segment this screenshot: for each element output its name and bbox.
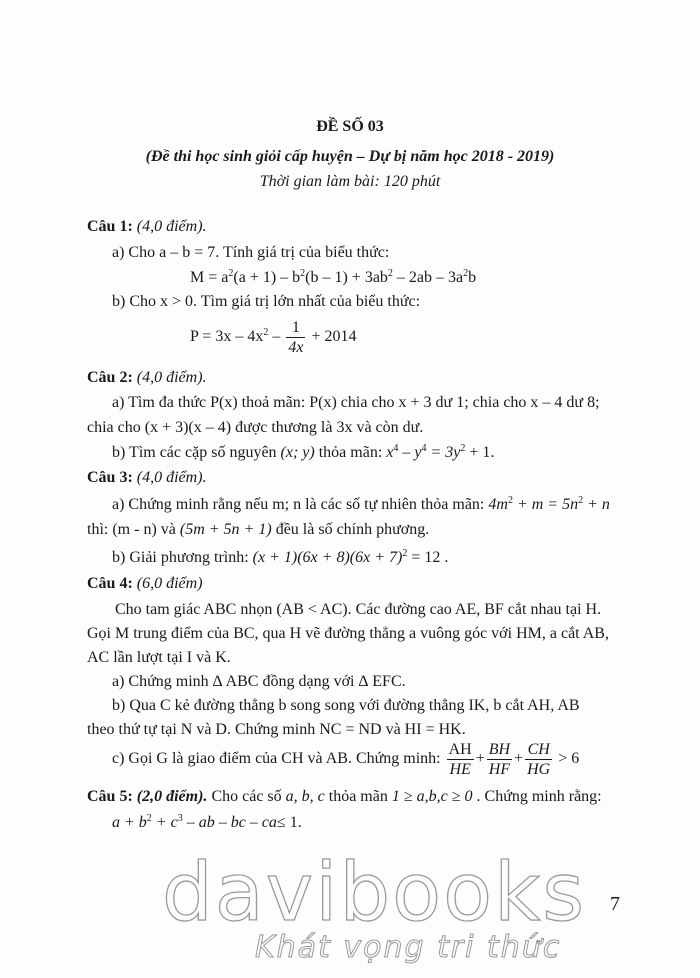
question-5-label: Câu 5: bbox=[87, 788, 133, 805]
exam-duration: Thời gian làm bài: 120 phút bbox=[259, 173, 441, 190]
page-number: 7 bbox=[610, 893, 620, 915]
question-4b-line-1: b) Qua C kẻ đường thẳng b song song với đường thẳng IK, b cắt AH, AB bbox=[112, 697, 580, 714]
question-1a-expression: $M = a^2(a + 1) - b^2(b - 1) + 3ab^2 - 2ab - 3a^2b$ bbox=[190, 268, 477, 286]
question-2b: b) Tìm các cặp số nguyên (x; y) thỏa mãn: $x^4 - y^4 = 3y^2 + 1$. bbox=[112, 443, 495, 461]
question-4a: a) Chứng minh ∆ ABC đồng dạng với ∆ EFC. bbox=[112, 673, 406, 690]
question-4-intro-line-1: Cho tam giác ABC nhọn (AB < AC). Các đường cao AE, BF cắt nhau tại H. bbox=[115, 601, 602, 618]
question-2a-line-2: chia cho (x + 3)(x – 4) được thương là 3x và còn dư. bbox=[87, 419, 424, 436]
question-5-inequality: $a + b^2 + c^3$ – ab – bc – ca≤ 1. bbox=[112, 813, 302, 831]
question-4c: c) Gọi G là giao điểm của CH và AB. Chứng minh: $\frac{AH}{HE}$ + $\frac{BH}{HF}$ + $\frac{CH}{HG}$ > 6 bbox=[112, 741, 580, 778]
exam-title: ĐỀ SỐ 03 bbox=[316, 118, 384, 135]
question-5-heading: Câu 5: (2,0 điểm). Cho các số a, b, c thỏa mãn 1 ≥ a,b,c ≥ 0 . Chứng minh rằng: bbox=[87, 788, 602, 805]
exam-subtitle: (Đề thi học sinh giỏi cấp huyện – Dự bị năm học 2018 - 2019) bbox=[145, 148, 555, 165]
question-1b-expression: $P = 3x - 4x^2$ – $\frac{1}{4x}$ + 2014 bbox=[190, 319, 357, 356]
question-3a-line-1: a) Chứng minh rằng nếu m; n là các số tự nhiên thỏa mãn: $4m^2 + m = 5n^2 + n$ bbox=[112, 495, 610, 513]
question-4-points: (6,0 điểm) bbox=[136, 575, 203, 592]
question-1-heading bbox=[87, 218, 207, 236]
watermark-brand: davibooks bbox=[162, 846, 587, 939]
question-4-intro-line-2: Gọi M trung điểm của BC, qua H vẽ đường thẳng a vuông góc với HM, a cắt AB, bbox=[87, 625, 609, 642]
question-2-heading bbox=[87, 369, 207, 387]
question-4-intro-line-3: AC lần lượt tại I và K. bbox=[87, 649, 231, 666]
question-1b: b) Cho x > 0. Tìm giá trị lớn nhất của biểu thức: bbox=[112, 293, 421, 310]
question-3a-line-2: thì: (m - n) và (5m + 5n + 1) đều là số chính phương. bbox=[87, 521, 430, 538]
question-2-points: (4,0 điểm). bbox=[136, 369, 207, 386]
question-1-label: Câu 1: bbox=[87, 218, 133, 235]
question-3-points: (4,0 điểm). bbox=[136, 469, 207, 486]
fraction-1-over-4x: $\frac{1}{4x}$ bbox=[288, 319, 304, 356]
watermark-slogan: Khát vọng tri thức bbox=[255, 930, 562, 965]
question-3-label: Câu 3: bbox=[87, 469, 133, 486]
question-3b: b) Giải phương trình: $(x + 1)(6x + 8)(6x + 7)^2 = 12$ . bbox=[112, 548, 449, 566]
question-4-label: Câu 4: bbox=[87, 575, 133, 592]
fraction-ah-he: $\frac{AH}{HE}$ bbox=[448, 741, 472, 778]
question-2a-line-1: a) Tìm đa thức P(x) thoả mãn: P(x) chia cho x + 3 dư 1; chia cho x – 4 dư 8; bbox=[112, 394, 600, 411]
question-4b-line-2: theo thứ tự tại N và D. Chứng minh NC = ND và HI = HK. bbox=[87, 721, 466, 738]
question-2-label: Câu 2: bbox=[87, 369, 133, 386]
question-1-points: (4,0 điểm). bbox=[136, 218, 207, 235]
question-5-points: (2,0 điểm). bbox=[136, 788, 208, 805]
question-4-heading bbox=[87, 575, 203, 593]
fraction-ch-hg: $\frac{CH}{HG}$ bbox=[527, 741, 551, 778]
question-1a: a) Cho a – b = 7. Tính giá trị của biểu thức: bbox=[112, 244, 390, 261]
fraction-bh-hf: $\frac{BH}{HF}$ bbox=[488, 741, 511, 778]
question-3-heading bbox=[87, 469, 207, 487]
